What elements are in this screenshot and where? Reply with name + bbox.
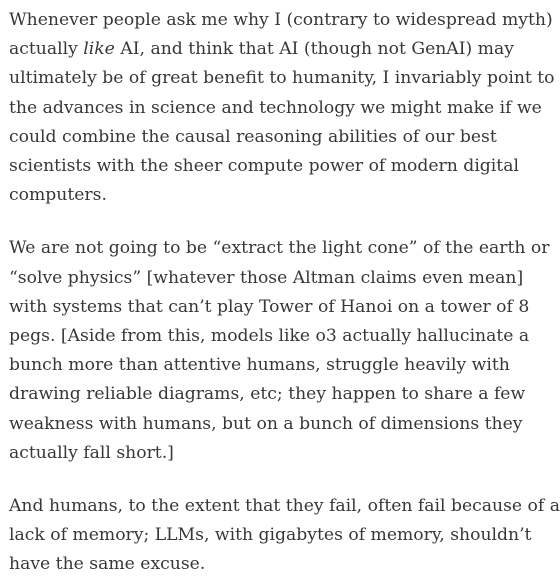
text-line — [9, 234, 550, 263]
text-line — [9, 64, 555, 93]
text-run: drawing reliable diagrams, etc; they happen to share a few — [9, 384, 526, 405]
text-run: AI, and think that AI (though not GenAI) may — [114, 39, 514, 60]
text-line — [9, 181, 484, 210]
text-line — [9, 293, 530, 322]
text-line — [9, 6, 553, 35]
text-run: have the same excuse. — [9, 554, 206, 575]
text-line — [9, 35, 514, 64]
paragraph — [9, 492, 560, 580]
paragraph — [9, 6, 555, 210]
text-run: We are not going to be “extract the light cone” of the earth or — [9, 238, 550, 259]
paragraph — [9, 234, 550, 468]
text-run: computers. — [9, 185, 107, 206]
text-run: actually — [9, 39, 84, 60]
text-run: scientists with the sheer compute power of modern digital — [9, 156, 519, 177]
text-run: weakness with humans, but on a bunch of dimensions they — [9, 413, 523, 434]
text-line — [9, 550, 484, 579]
text-line — [9, 152, 519, 181]
text-run: could combine the causal reasoning abilities of our best — [9, 126, 497, 147]
text-run: with systems that can’t play Tower of Hanoi on a tower of 8 — [9, 296, 530, 317]
text-run: bunch more than attentive humans, struggle heavily with — [9, 355, 510, 376]
text-line — [9, 351, 510, 380]
text-line — [9, 410, 523, 439]
text-line — [9, 439, 484, 468]
text-run: pegs. [Aside from this, models like o3 actually hallucinate a — [9, 326, 530, 347]
text-line — [9, 123, 497, 152]
emphasized-text: like — [83, 39, 115, 60]
text-run: Whenever people ask me why I (contrary to widespread myth) — [9, 10, 553, 30]
text-line — [9, 264, 524, 293]
text-line — [9, 492, 560, 521]
text-run: actually fall short.] — [9, 442, 174, 463]
text-run: “solve physics” [whatever those Altman claims even mean] — [9, 267, 524, 288]
text-line — [9, 94, 542, 123]
text-line — [9, 380, 526, 409]
text-run: lack of memory; LLMs, with gigabytes of memory, shouldn’t — [9, 525, 532, 546]
text-line — [9, 521, 532, 550]
text-run: the advances in science and technology we might make if we — [9, 97, 542, 118]
text-run: ultimately be of great benefit to humanity, I invariably point to — [9, 68, 555, 89]
text-run: And humans, to the extent that they fail, often fail because of a — [9, 496, 560, 517]
text-line — [9, 322, 530, 351]
